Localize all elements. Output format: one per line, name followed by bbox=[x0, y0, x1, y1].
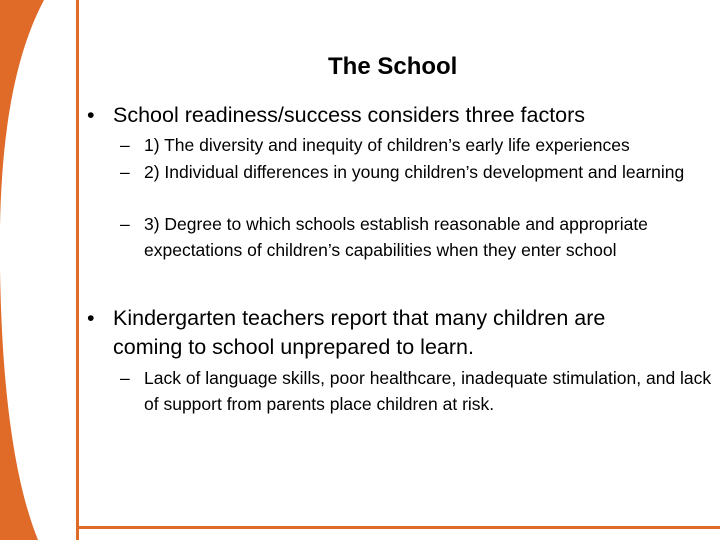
sub-bullet-text: 3) Degree to which schools establish reasonable and appropriate expectations of children’s capabilities when they enter school bbox=[144, 214, 648, 260]
bullet-text: School readiness/success considers three factors bbox=[113, 103, 586, 127]
bullet-marker: • bbox=[87, 103, 95, 127]
sub-bullet-text: 1) The diversity and inequity of children’s early life experiences bbox=[144, 135, 630, 155]
sub-bullet-text: 2) Individual differences in young children’s development and learning bbox=[144, 162, 685, 182]
sub-bullet-marker: – bbox=[120, 162, 130, 182]
bullet-marker: • bbox=[87, 306, 95, 330]
sub-bullet-marker: – bbox=[120, 214, 130, 234]
bullet-text: Kindergarten teachers report that many children are coming to school unprepared to learn. bbox=[113, 306, 606, 359]
sub-bullet-marker: – bbox=[120, 368, 130, 388]
sub-bullet-text: Lack of language skills, poor healthcare, inadequate stimulation, and lack of support from parents place children at risk. bbox=[144, 368, 712, 414]
slide-title: The School bbox=[328, 53, 458, 80]
sub-bullet-marker: – bbox=[120, 135, 130, 155]
